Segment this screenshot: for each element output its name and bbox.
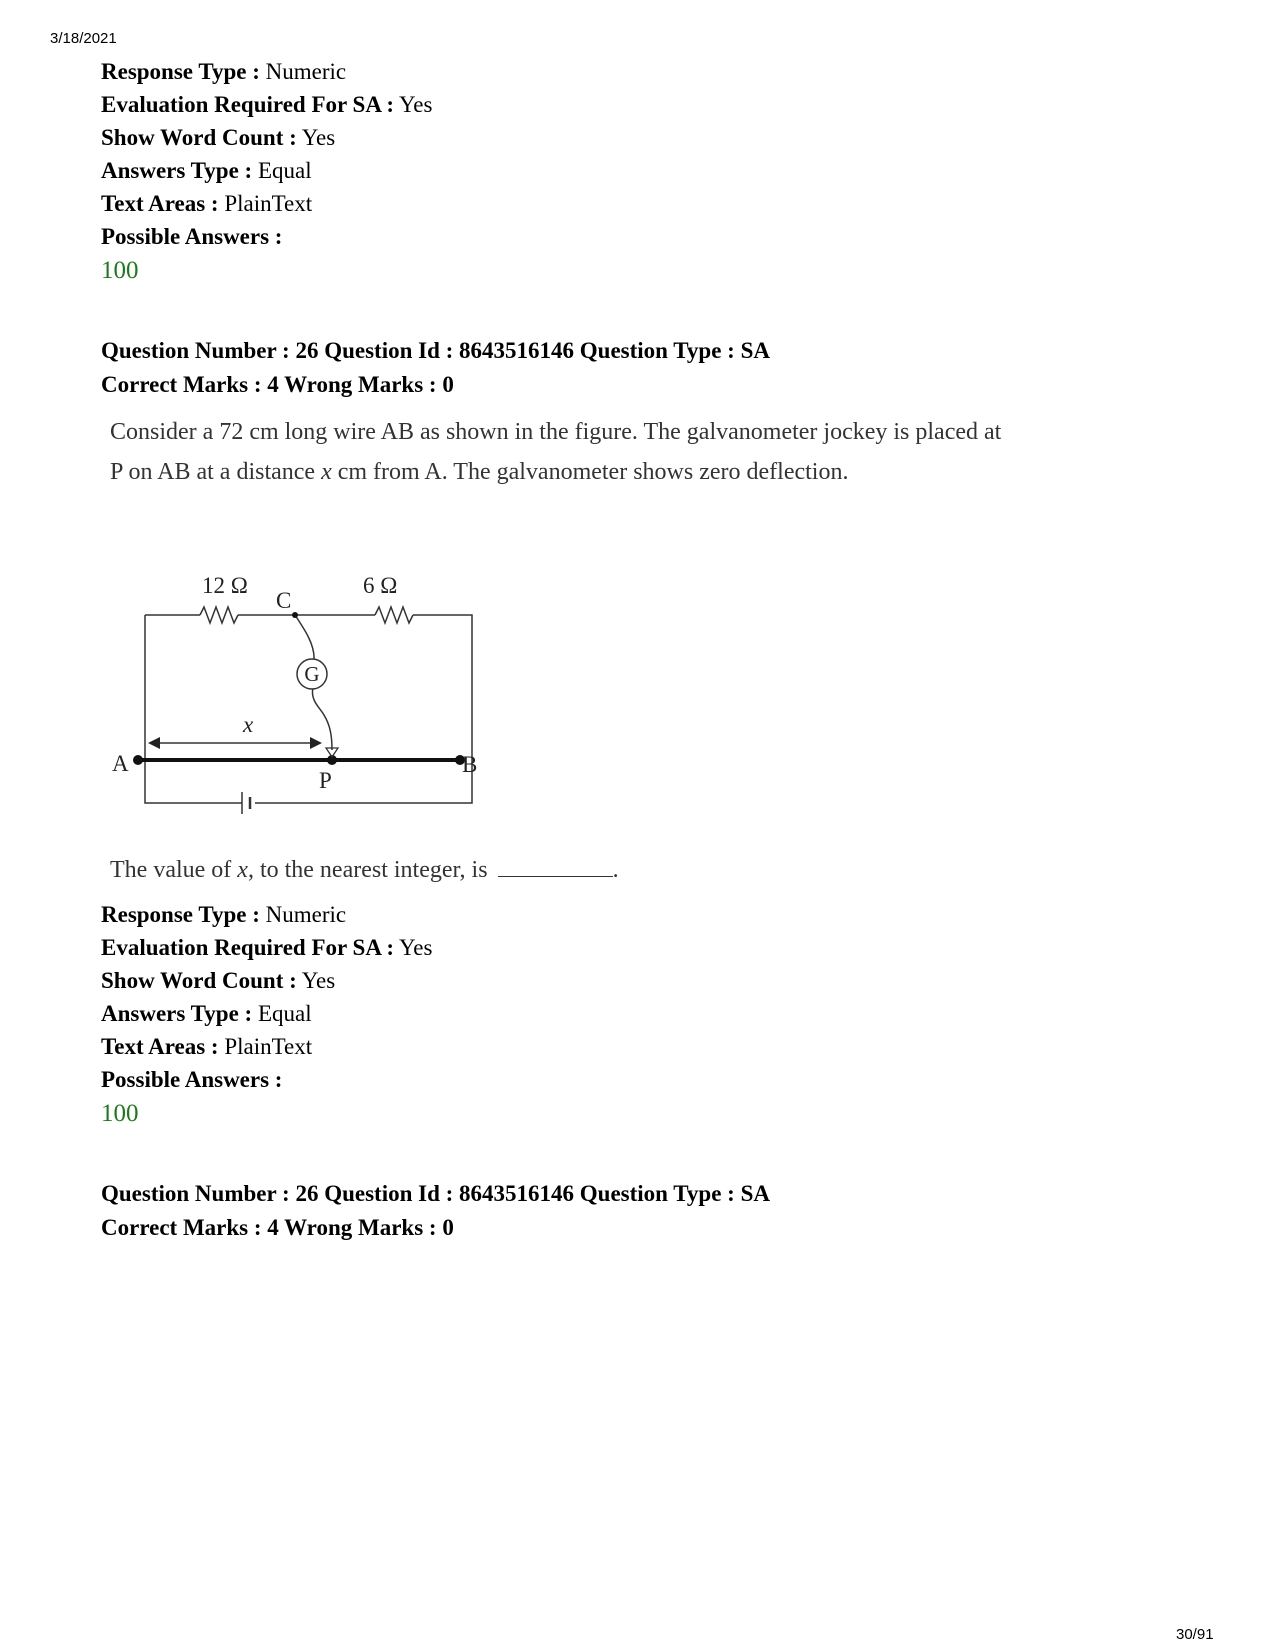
node-p-label: P bbox=[319, 768, 332, 793]
word-count-value: Yes bbox=[301, 968, 336, 993]
word-count-row bbox=[101, 121, 432, 154]
answers-type-label: Answers Type : bbox=[101, 158, 253, 183]
text-areas-value: PlainText bbox=[224, 191, 313, 216]
text-areas-value: PlainText bbox=[224, 1034, 313, 1059]
page-number: 30/91 bbox=[1176, 1626, 1214, 1643]
word-count-label: Show Word Count : bbox=[101, 968, 297, 993]
possible-answers-row bbox=[101, 1063, 432, 1096]
prompt-text: The value of bbox=[110, 857, 238, 883]
question-prompt bbox=[110, 850, 619, 890]
possible-answers-label: Possible Answers : bbox=[101, 1067, 283, 1092]
evaluation-label: Evaluation Required For SA : bbox=[101, 92, 395, 117]
answers-type-label: Answers Type : bbox=[101, 1001, 253, 1026]
possible-answer-value: 100 bbox=[101, 257, 139, 284]
left-wire bbox=[145, 615, 242, 803]
possible-answers-row bbox=[101, 220, 432, 253]
answers-type-row bbox=[101, 997, 432, 1030]
node-a-label: A bbox=[112, 751, 129, 776]
evaluation-value: Yes bbox=[399, 935, 433, 960]
text-areas-row bbox=[101, 1030, 432, 1063]
distance-x-label: x bbox=[243, 712, 254, 737]
answers-type-value: Equal bbox=[257, 1001, 312, 1026]
response-type-value: Numeric bbox=[265, 59, 347, 84]
text-areas-label: Text Areas : bbox=[101, 1034, 219, 1059]
question-text bbox=[110, 412, 1001, 492]
terminal-a bbox=[133, 755, 143, 765]
arrow-head-right bbox=[310, 737, 322, 749]
word-count-row bbox=[101, 964, 432, 997]
question-header-2 bbox=[101, 1177, 770, 1245]
question-text-line-2 bbox=[110, 452, 1001, 492]
text-areas-row bbox=[101, 187, 432, 220]
node-b-label: B bbox=[462, 752, 478, 777]
evaluation-value: Yes bbox=[399, 92, 433, 117]
galvanometer-lead-top bbox=[295, 615, 314, 660]
answer-blank bbox=[498, 876, 613, 877]
print-date: 3/18/2021 bbox=[50, 30, 117, 47]
resistor-6-ohm bbox=[375, 607, 413, 623]
question-marks-line: Correct Marks : 4 Wrong Marks : 0 bbox=[101, 372, 454, 397]
right-bottom-wire bbox=[255, 730, 472, 803]
answers-type-value: Equal bbox=[257, 158, 312, 183]
response-type-row bbox=[101, 55, 432, 88]
response-type-label: Response Type : bbox=[101, 59, 260, 84]
arrow-head-left bbox=[148, 737, 160, 749]
question-marks-line: Correct Marks : 4 Wrong Marks : 0 bbox=[101, 1215, 454, 1240]
evaluation-label: Evaluation Required For SA : bbox=[101, 935, 395, 960]
prompt-end: . bbox=[612, 857, 619, 883]
word-count-value: Yes bbox=[301, 125, 336, 150]
circuit-figure bbox=[110, 560, 510, 835]
text-areas-label: Text Areas : bbox=[101, 191, 219, 216]
question-text-part: P on AB at a distance bbox=[110, 459, 322, 485]
question-text-line-1: Consider a 72 cm long wire AB as shown in the figure. The galvanometer jockey is placed at bbox=[110, 419, 1002, 445]
top-wire-right bbox=[413, 615, 472, 730]
question-info-line: Question Number : 26 Question Id : 8643516146 Question Type : SA bbox=[101, 1181, 770, 1206]
node-c-label: C bbox=[276, 588, 292, 613]
galvanometer-label: G bbox=[304, 662, 320, 686]
evaluation-row bbox=[101, 88, 432, 121]
question-header-1 bbox=[101, 334, 770, 402]
resistor-12-ohm bbox=[200, 607, 238, 623]
answer-meta-block-2 bbox=[101, 898, 432, 1132]
variable-x: x bbox=[321, 459, 332, 485]
node-c-dot bbox=[292, 612, 298, 618]
possible-answers-label: Possible Answers : bbox=[101, 224, 283, 249]
response-type-value: Numeric bbox=[265, 902, 347, 927]
response-type-row bbox=[101, 898, 432, 931]
resistor-6-label: 6 Ω bbox=[363, 573, 398, 598]
possible-answer-value: 100 bbox=[101, 1100, 139, 1127]
evaluation-row bbox=[101, 931, 432, 964]
prompt-text: , to the nearest integer, is bbox=[247, 857, 488, 883]
question-info-line: Question Number : 26 Question Id : 8643516146 Question Type : SA bbox=[101, 338, 770, 363]
answers-type-row bbox=[101, 154, 432, 187]
resistor-12-label: 12 Ω bbox=[202, 573, 248, 598]
word-count-label: Show Word Count : bbox=[101, 125, 297, 150]
response-type-label: Response Type : bbox=[101, 902, 260, 927]
answer-meta-block-1 bbox=[101, 55, 432, 289]
question-text-part: cm from A. The galvanometer shows zero deflection. bbox=[331, 459, 849, 485]
variable-x: x bbox=[237, 857, 248, 883]
circuit-diagram bbox=[110, 560, 510, 830]
